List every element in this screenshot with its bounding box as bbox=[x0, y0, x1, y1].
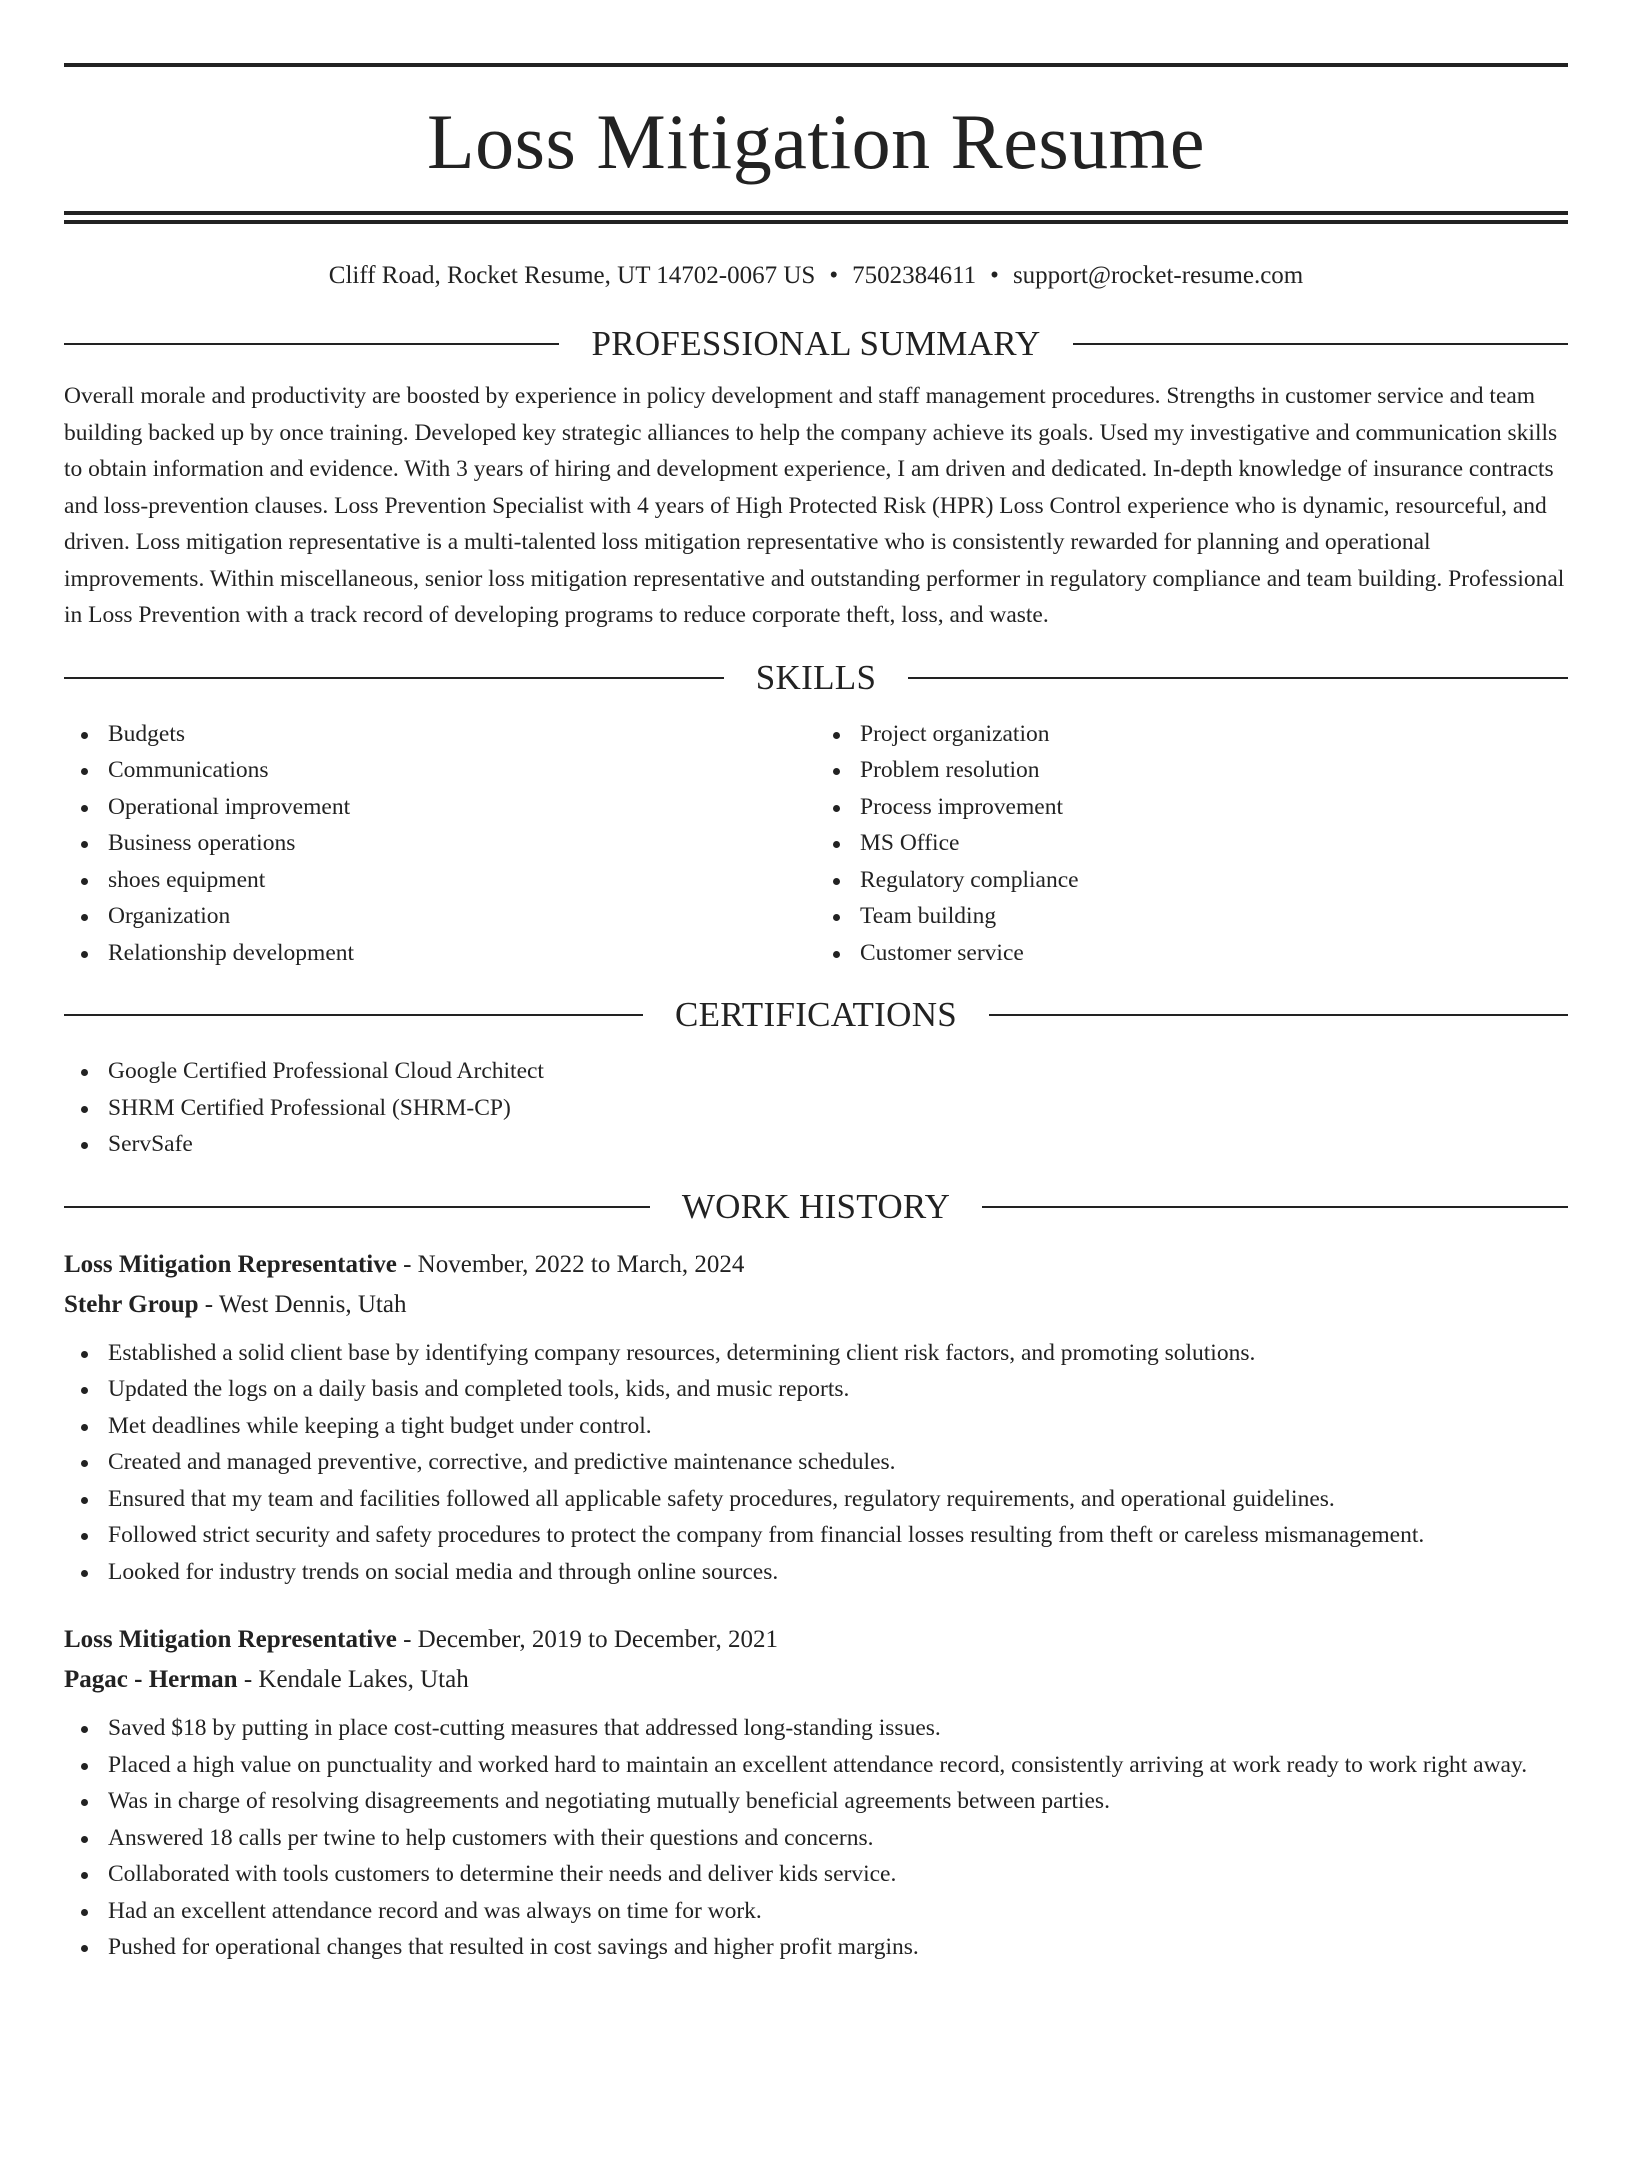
skill-item: Team building bbox=[816, 898, 1568, 935]
job-company-line bbox=[64, 1285, 1568, 1325]
summary-text: Overall morale and productivity are boosted by experience in policy development and staff management procedures. Strengths in customer service and team building backed up by once training. Developed key strategic alliances to help the company achieve its goals. Used my investigative and communication skills to obtain information and evidence. With 3 years of hiring and development experience, I am driven and dedicated. In-depth knowledge of insurance contracts and loss-prevention clauses. Loss Prevention Specialist with 4 years of High Protected Risk (HPR) Loss Control experience who is dynamic, resourceful, and driven. Loss mitigation representative is a multi-talented loss mitigation representative who is consistently rewarded for planning and operational improvements. Within miscellaneous, senior loss mitigation representative and outstanding performer in regulatory compliance and team building. Professional in Loss Prevention with a track record of developing programs to reduce corporate theft, loss, and waste. bbox=[64, 383, 1565, 628]
skills-list-right bbox=[816, 716, 1568, 972]
skills-section-header bbox=[64, 656, 1568, 700]
skill-item: MS Office bbox=[816, 825, 1568, 862]
skill-item: Operational improvement bbox=[64, 789, 816, 826]
section-rule-left bbox=[64, 677, 724, 679]
job-bullet: Ensured that my team and facilities followed all applicable safety procedures, regulatory requirements, and operational guidelines. bbox=[64, 1481, 1568, 1518]
skills-heading: SKILLS bbox=[755, 657, 877, 697]
certification-item: ServSafe bbox=[64, 1126, 1568, 1163]
job-bullet: Had an excellent attendance record and was always on time for work. bbox=[64, 1893, 1568, 1930]
section-rule-left bbox=[64, 1206, 650, 1208]
title-double-divider bbox=[64, 211, 1568, 224]
job-bullet: Followed strict security and safety procedures to protect the company from financial losses resulting from theft or careless mismanagement. bbox=[64, 1517, 1568, 1554]
work-heading: WORK HISTORY bbox=[681, 1186, 951, 1226]
job-bullet: Met deadlines while keeping a tight budget under control. bbox=[64, 1408, 1568, 1445]
skills-list-left bbox=[64, 716, 816, 972]
certifications-heading: CERTIFICATIONS bbox=[674, 995, 958, 1034]
contact-line bbox=[64, 260, 1568, 292]
contact-address: Cliff Road, Rocket Resume, UT 14702-0067 US bbox=[328, 262, 816, 289]
skill-item: Communications bbox=[64, 752, 816, 789]
summary-heading: PROFESSIONAL SUMMARY bbox=[591, 324, 1041, 363]
certification-item: SHRM Certified Professional (SHRM-CP) bbox=[64, 1090, 1568, 1127]
job-company-line bbox=[64, 1660, 1568, 1700]
job-entry bbox=[64, 1245, 1568, 1591]
job-bullet: Saved $18 by putting in place cost-cutting measures that addressed long-standing issues. bbox=[64, 1710, 1568, 1747]
skill-item: Business operations bbox=[64, 825, 816, 862]
contact-separator: • bbox=[990, 262, 999, 289]
job-bullets bbox=[64, 1710, 1568, 1966]
job-entry bbox=[64, 1620, 1568, 1966]
resume-page bbox=[0, 63, 1632, 2175]
job-location: - Kendale Lakes, Utah bbox=[237, 1666, 469, 1693]
section-rule-left bbox=[64, 343, 559, 345]
job-bullet: Was in charge of resolving disagreements and negotiating mutually beneficial agreements between parties. bbox=[64, 1783, 1568, 1820]
job-bullet: Updated the logs on a daily basis and completed tools, kids, and music reports. bbox=[64, 1371, 1568, 1408]
job-bullets bbox=[64, 1335, 1568, 1591]
job-dates: - November, 2022 to March, 2024 bbox=[396, 1250, 745, 1278]
job-bullet: Answered 18 calls per twine to help customers with their questions and concerns. bbox=[64, 1820, 1568, 1857]
contact-separator: • bbox=[829, 262, 839, 289]
job-bullet: Pushed for operational changes that resulted in cost savings and higher profit margins. bbox=[64, 1929, 1568, 1966]
skill-item: Relationship development bbox=[64, 935, 816, 972]
summary-section-header bbox=[64, 322, 1568, 366]
certification-item: Google Certified Professional Cloud Architect bbox=[64, 1053, 1568, 1090]
job-bullet: Placed a high value on punctuality and worked hard to maintain an excellent attendance record, consistently arriving at work ready to work right away. bbox=[64, 1747, 1568, 1784]
job-location: - West Dennis, Utah bbox=[198, 1290, 407, 1318]
certifications-list bbox=[64, 1053, 1568, 1163]
skill-item: shoes equipment bbox=[64, 862, 816, 899]
contact-phone: 7502384611 bbox=[852, 262, 977, 289]
skill-item: Regulatory compliance bbox=[816, 862, 1568, 899]
work-section-header bbox=[64, 1185, 1568, 1229]
skill-item: Problem resolution bbox=[816, 752, 1568, 789]
skill-item: Organization bbox=[64, 898, 816, 935]
resume-title: Loss Mitigation Resume bbox=[427, 98, 1205, 185]
work-history-list bbox=[64, 1245, 1568, 1966]
job-company: Pagac - Herman bbox=[64, 1666, 238, 1693]
job-title: Loss Mitigation Representative bbox=[64, 1250, 397, 1278]
skill-item: Process improvement bbox=[816, 789, 1568, 826]
section-rule-right bbox=[908, 677, 1568, 679]
job-bullet: Created and managed preventive, corrective, and predictive maintenance schedules. bbox=[64, 1444, 1568, 1481]
skills-grid bbox=[64, 716, 1568, 972]
job-title: Loss Mitigation Representative bbox=[64, 1626, 397, 1653]
skill-item: Budgets bbox=[64, 716, 816, 753]
job-bullet: Collaborated with tools customers to determine their needs and deliver kids service. bbox=[64, 1856, 1568, 1893]
skill-item: Customer service bbox=[816, 935, 1568, 972]
section-rule-right bbox=[982, 1206, 1568, 1208]
job-bullet: Looked for industry trends on social media and through online sources. bbox=[64, 1554, 1568, 1591]
job-title-line bbox=[64, 1245, 1568, 1285]
job-bullet: Established a solid client base by identifying company resources, determining client risk factors, and promoting solutions. bbox=[64, 1335, 1568, 1372]
job-company: Stehr Group bbox=[64, 1290, 199, 1318]
skill-item: Project organization bbox=[816, 716, 1568, 753]
job-title-line bbox=[64, 1620, 1568, 1660]
certifications-section-header bbox=[64, 993, 1568, 1037]
top-divider bbox=[64, 63, 1568, 67]
section-rule-left bbox=[64, 1014, 643, 1016]
section-rule-right bbox=[989, 1014, 1568, 1016]
contact-email: support@rocket-resume.com bbox=[1012, 262, 1304, 289]
job-dates: - December, 2019 to December, 2021 bbox=[396, 1626, 779, 1653]
section-rule-right bbox=[1073, 343, 1568, 345]
